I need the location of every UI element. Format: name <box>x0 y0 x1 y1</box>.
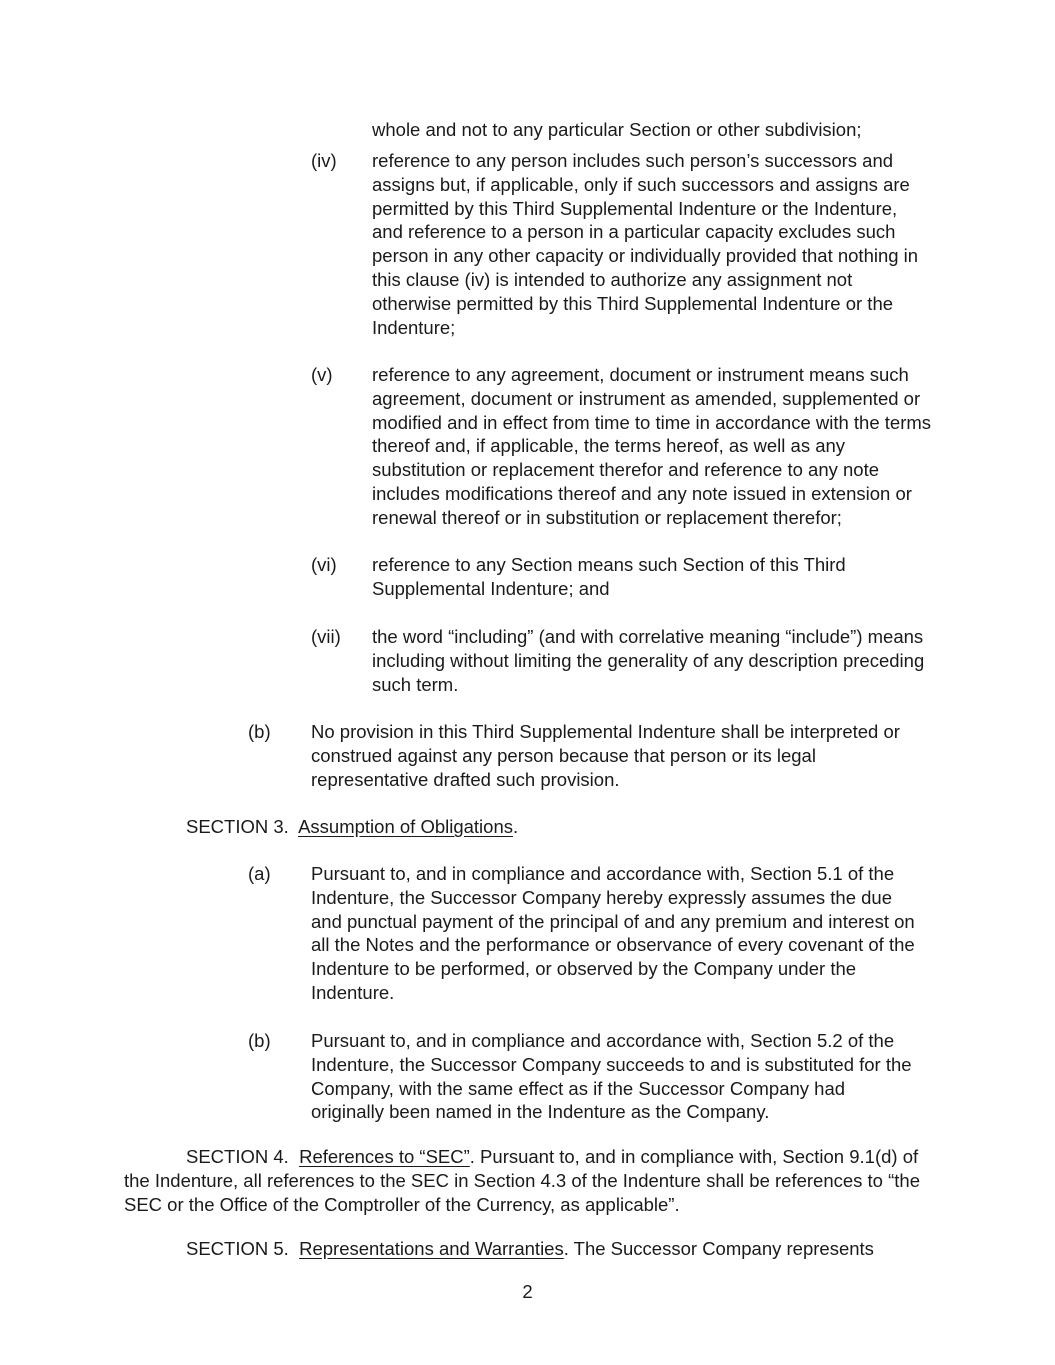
section-4-paragraph <box>124 1145 936 1216</box>
section-3-title: Assumption of Obligations <box>298 816 513 837</box>
section-5-paragraph <box>186 1237 946 1261</box>
section-5-text: . The Successor Company represents <box>563 1238 874 1259</box>
section-4-title: References to “SEC” <box>299 1146 470 1167</box>
section-5-label: SECTION 5. <box>186 1238 289 1259</box>
section-4-label: SECTION 4. <box>186 1146 289 1167</box>
item-vi-marker: (vi) <box>311 554 337 575</box>
clause-b-text: No provision in this Third Supplemental Indenture shall be interpreted or construed against any person because that person or its legal representative drafted such provision. <box>311 721 900 790</box>
item-v-text: reference to any agreement, document or instrument means such agreement, document or instrument as amended, supplemented or modified and in effect from time to time in accordance with the terms thereof and, if applicable, the terms hereof, as well as any substitution or replacement therefor and reference to any note includes modifications thereof and any note issued in extension or renewal thereof or in substitution or replacement therefor; <box>372 364 932 528</box>
section-3-a-marker: (a) <box>248 863 271 884</box>
section-3-heading <box>186 815 946 839</box>
section-3-a-text: Pursuant to, and in compliance and accordance with, Section 5.1 of the Indenture, the Successor Company hereby expressly assumes the due and punctual payment of the principal of and any premium and interest on all the Notes and the performance or observance of every covenant of the Indenture to be performed, or observed by the Company under the Indenture. <box>311 863 915 1003</box>
page-number: 2 <box>522 1281 533 1302</box>
section-3-title-end: . <box>513 816 519 837</box>
section-3-label: SECTION 3. <box>186 816 289 837</box>
section-3-b-text: Pursuant to, and in compliance and accordance with, Section 5.2 of the Indenture, the Successor Company succeeds to and is substituted for the Company, with the same effect as if the Successor Company had originally been named in the Indenture as the Company. <box>311 1030 912 1123</box>
item-vi-text: reference to any Section means such Section of this Third Supplemental Indenture; and <box>372 554 846 599</box>
section-3-b-marker: (b) <box>248 1030 271 1051</box>
item-iv-text: reference to any person includes such person’s successors and assigns but, if applicable, only if such successors and assigns are permitted by this Third Supplemental Indenture or the Indenture, and reference to a person in a particular capacity excludes such person in any other capacity or individually provided that nothing in this clause (iv) is intended to authorize any assignment not otherwise permitted by this Third Supplemental Indenture or the Indenture; <box>372 150 919 338</box>
item-v-marker: (v) <box>311 364 333 385</box>
continuation-text: whole and not to any particular Section or other subdivision; <box>372 119 862 140</box>
clause-b-marker: (b) <box>248 721 271 742</box>
item-vii-text: the word “including” (and with correlative meaning “include”) means including without limiting the generality of any description preceding such term. <box>372 626 925 695</box>
item-iv-marker: (iv) <box>311 150 337 171</box>
section-5-title: Representations and Warranties <box>299 1238 564 1259</box>
item-vii-marker: (vii) <box>311 626 341 647</box>
section-4-text: . Pursuant to, and in compliance with, Section 9.1(d) of the Indenture, all references to the SEC in Section 4.3 of the Indenture shall be references to “the SEC or the Office of the Comptroller of the Currency, as applicable”. <box>124 1146 920 1215</box>
